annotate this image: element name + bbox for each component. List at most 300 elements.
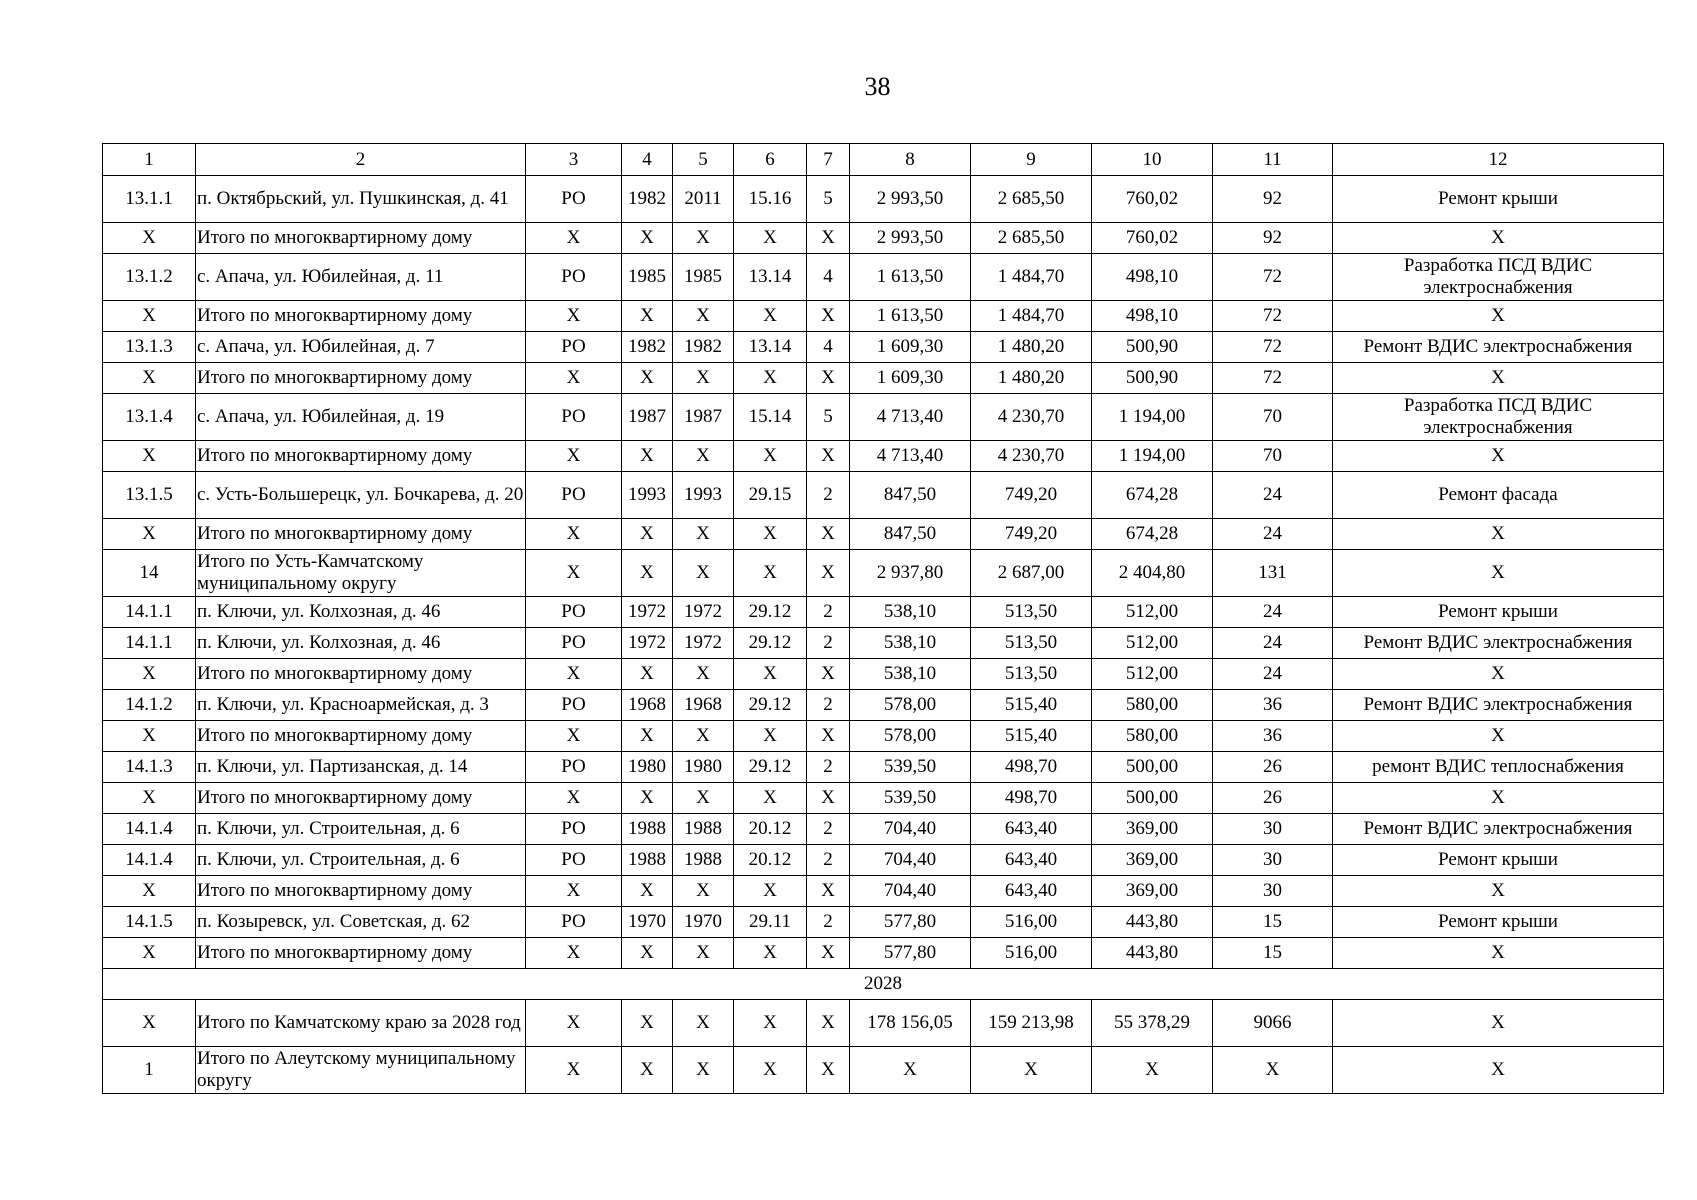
table-cell: Х <box>807 441 850 472</box>
table-cell: 14.1.4 <box>103 814 196 845</box>
table-cell: 577,80 <box>850 907 971 938</box>
table-cell: 15 <box>1213 907 1333 938</box>
table-cell: 13.1.1 <box>103 176 196 223</box>
table-row <box>103 550 1664 597</box>
table-cell: Разработка ПСД ВДИС электроснабжения <box>1333 254 1664 301</box>
table-cell: 20.12 <box>734 814 807 845</box>
table-cell: 539,50 <box>850 752 971 783</box>
table-cell: 4 <box>807 254 850 301</box>
table-cell: 443,80 <box>1092 907 1213 938</box>
table-cell: 1 609,30 <box>850 363 971 394</box>
table-cell: Итого по многоквартирному дому <box>196 783 526 814</box>
table-cell: 2 <box>807 814 850 845</box>
table-cell: п. Ключи, ул. Колхозная, д. 46 <box>196 597 526 628</box>
table-cell: 24 <box>1213 519 1333 550</box>
table-cell: п. Ключи, ул. Колхозная, д. 46 <box>196 628 526 659</box>
table-cell: Х <box>526 876 622 907</box>
table-cell: с. Апача, ул. Юбилейная, д. 19 <box>196 394 526 441</box>
table-cell: РО <box>526 597 622 628</box>
table-cell: 5 <box>807 394 850 441</box>
table-cell: Х <box>1333 223 1664 254</box>
table-cell: 24 <box>1213 472 1333 519</box>
table-cell: Х <box>673 519 734 550</box>
table-cell: Х <box>734 363 807 394</box>
table-cell: 13.1.3 <box>103 332 196 363</box>
table-cell: 498,70 <box>971 752 1092 783</box>
table-cell: 577,80 <box>850 938 971 969</box>
table-cell: 72 <box>1213 363 1333 394</box>
table-cell: Итого по многоквартирному дому <box>196 519 526 550</box>
table-cell: Х <box>673 550 734 597</box>
table-cell: 516,00 <box>971 907 1092 938</box>
table-cell: Х <box>971 1047 1092 1094</box>
table-cell: 513,50 <box>971 659 1092 690</box>
table-cell: РО <box>526 254 622 301</box>
table-cell: Х <box>526 301 622 332</box>
table-cell: Итого по многоквартирному дому <box>196 223 526 254</box>
table-cell: 2 <box>807 472 850 519</box>
table-cell: 131 <box>1213 550 1333 597</box>
table-cell: 13.1.4 <box>103 394 196 441</box>
table-cell: 580,00 <box>1092 690 1213 721</box>
table-cell: Х <box>734 1000 807 1047</box>
table-cell: 13.14 <box>734 332 807 363</box>
table-cell: 2 685,50 <box>971 176 1092 223</box>
table-cell: с. Усть-Большерецк, ул. Бочкарева, д. 20 <box>196 472 526 519</box>
table-cell: Ремонт крыши <box>1333 176 1664 223</box>
column-number-cell: 12 <box>1333 144 1664 176</box>
table-cell: Х <box>622 938 673 969</box>
table-cell: 14.1.1 <box>103 628 196 659</box>
table-cell: Итого по Камчатскому краю за 2028 год <box>196 1000 526 1047</box>
table-cell: 92 <box>1213 223 1333 254</box>
table-cell: 515,40 <box>971 690 1092 721</box>
table-cell: Ремонт ВДИС электроснабжения <box>1333 814 1664 845</box>
column-number-cell: 4 <box>622 144 673 176</box>
table-cell: Х <box>850 1047 971 1094</box>
table-cell: 29.12 <box>734 597 807 628</box>
table-cell: 70 <box>1213 441 1333 472</box>
table-cell: Х <box>103 783 196 814</box>
table-row <box>103 176 1664 223</box>
table-cell: 1982 <box>673 332 734 363</box>
table-cell: 4 713,40 <box>850 441 971 472</box>
table-cell: 92 <box>1213 176 1333 223</box>
table-cell: 30 <box>1213 876 1333 907</box>
table-cell: 539,50 <box>850 783 971 814</box>
table-cell: 2 404,80 <box>1092 550 1213 597</box>
table-cell: 443,80 <box>1092 938 1213 969</box>
table-cell: Х <box>1333 938 1664 969</box>
table-cell: 1972 <box>622 597 673 628</box>
table-cell: 36 <box>1213 690 1333 721</box>
table-cell: 847,50 <box>850 519 971 550</box>
table-cell: п. Козыревск, ул. Советская, д. 62 <box>196 907 526 938</box>
table-cell: 500,90 <box>1092 363 1213 394</box>
table-cell: 1 <box>103 1047 196 1094</box>
table-cell: п. Ключи, ул. Красноармейская, д. 3 <box>196 690 526 721</box>
table-row <box>103 1047 1664 1094</box>
table-cell: 513,50 <box>971 628 1092 659</box>
table-row <box>103 223 1664 254</box>
table-cell: Х <box>103 223 196 254</box>
table-cell: 2 687,00 <box>971 550 1092 597</box>
table-row <box>103 332 1664 363</box>
table-cell: РО <box>526 814 622 845</box>
table-cell: 72 <box>1213 254 1333 301</box>
table-cell: ремонт ВДИС теплоснабжения <box>1333 752 1664 783</box>
table-cell: Х <box>1333 876 1664 907</box>
table-cell: 15.14 <box>734 394 807 441</box>
table-cell: 1 194,00 <box>1092 441 1213 472</box>
table-cell: Х <box>103 363 196 394</box>
table-cell: 512,00 <box>1092 628 1213 659</box>
table-cell: Х <box>103 301 196 332</box>
table-cell: Ремонт ВДИС электроснабжения <box>1333 628 1664 659</box>
table-cell: Х <box>622 301 673 332</box>
table-cell: РО <box>526 332 622 363</box>
table-cell: 9066 <box>1213 1000 1333 1047</box>
table-cell: 14.1.1 <box>103 597 196 628</box>
table-cell: Х <box>526 659 622 690</box>
table-cell: Х <box>622 659 673 690</box>
table-cell: 1988 <box>622 845 673 876</box>
table-cell: Итого по многоквартирному дому <box>196 301 526 332</box>
table-cell: Х <box>1333 441 1664 472</box>
table-cell: 2 937,80 <box>850 550 971 597</box>
table-row <box>103 938 1664 969</box>
table-cell: Х <box>673 301 734 332</box>
table-cell: 14.1.4 <box>103 845 196 876</box>
table-cell: Х <box>807 938 850 969</box>
table-cell: 538,10 <box>850 597 971 628</box>
table-cell: 1985 <box>622 254 673 301</box>
table-cell: Х <box>734 721 807 752</box>
table-cell: 760,02 <box>1092 176 1213 223</box>
table-cell: Х <box>807 1000 850 1047</box>
table-cell: 4 230,70 <box>971 441 1092 472</box>
table-row <box>103 363 1664 394</box>
table-cell: Х <box>1213 1047 1333 1094</box>
table-cell: Х <box>526 550 622 597</box>
table-cell: Х <box>526 441 622 472</box>
table-cell: РО <box>526 752 622 783</box>
table-cell: 14.1.3 <box>103 752 196 783</box>
column-number-cell: 1 <box>103 144 196 176</box>
table-cell: Х <box>1092 1047 1213 1094</box>
repair-program-table <box>102 143 1664 1094</box>
table-cell: 1972 <box>673 628 734 659</box>
column-number-cell: 10 <box>1092 144 1213 176</box>
table-cell: 1972 <box>673 597 734 628</box>
table-cell: 14.1.5 <box>103 907 196 938</box>
column-number-cell: 6 <box>734 144 807 176</box>
table-cell: 578,00 <box>850 721 971 752</box>
table-cell: 1982 <box>622 332 673 363</box>
table-cell: 24 <box>1213 659 1333 690</box>
table-row <box>103 441 1664 472</box>
table-cell: 578,00 <box>850 690 971 721</box>
table-cell: 369,00 <box>1092 814 1213 845</box>
table-cell: Х <box>622 519 673 550</box>
table-cell: Х <box>734 938 807 969</box>
table-cell: 72 <box>1213 332 1333 363</box>
table-cell: п. Ключи, ул. Строительная, д. 6 <box>196 845 526 876</box>
table-cell: Ремонт ВДИС электроснабжения <box>1333 690 1664 721</box>
table-row <box>103 876 1664 907</box>
table-cell: Итого по Алеутскому муниципальному округу <box>196 1047 526 1094</box>
table-cell: 4 713,40 <box>850 394 971 441</box>
table-cell: Х <box>734 519 807 550</box>
table-cell: РО <box>526 845 622 876</box>
table-cell: 1 613,50 <box>850 254 971 301</box>
table-cell: 500,00 <box>1092 783 1213 814</box>
table-cell: Итого по многоквартирному дому <box>196 659 526 690</box>
table-cell: Х <box>526 721 622 752</box>
table-cell: 1968 <box>622 690 673 721</box>
column-number-cell: 5 <box>673 144 734 176</box>
table-cell: с. Апача, ул. Юбилейная, д. 11 <box>196 254 526 301</box>
table-cell: 2 <box>807 597 850 628</box>
table-cell: 55 378,29 <box>1092 1000 1213 1047</box>
table-cell: 2 <box>807 845 850 876</box>
table-cell: Ремонт крыши <box>1333 845 1664 876</box>
table-cell: Х <box>1333 301 1664 332</box>
table-cell: Ремонт крыши <box>1333 907 1664 938</box>
table-cell: 29.11 <box>734 907 807 938</box>
table-row <box>103 814 1664 845</box>
year-label: 2028 <box>103 969 1664 1000</box>
table-cell: Х <box>734 301 807 332</box>
table-cell: 20.12 <box>734 845 807 876</box>
table-cell: Х <box>807 1047 850 1094</box>
column-number-cell: 9 <box>971 144 1092 176</box>
table-cell: Х <box>1333 721 1664 752</box>
table-cell: Х <box>103 659 196 690</box>
table-cell: 13.1.5 <box>103 472 196 519</box>
table-row <box>103 597 1664 628</box>
table-cell: 1987 <box>622 394 673 441</box>
table-cell: 1988 <box>622 814 673 845</box>
table-cell: 29.12 <box>734 628 807 659</box>
table-cell: Х <box>622 1000 673 1047</box>
table-cell: 1 480,20 <box>971 363 1092 394</box>
table-cell: Итого по Усть-Камчатскому муниципальному округу <box>196 550 526 597</box>
table-cell: 2 685,50 <box>971 223 1092 254</box>
column-number-header-row <box>103 144 1664 176</box>
table-cell: Х <box>622 550 673 597</box>
year-row <box>103 969 1664 1000</box>
table-cell: 26 <box>1213 752 1333 783</box>
table-cell: 538,10 <box>850 628 971 659</box>
table-cell: 2011 <box>673 176 734 223</box>
table-cell: 72 <box>1213 301 1333 332</box>
table-cell: 15.16 <box>734 176 807 223</box>
table-cell: Х <box>734 1047 807 1094</box>
table-cell: 847,50 <box>850 472 971 519</box>
table-cell: 24 <box>1213 628 1333 659</box>
table-cell: 2 <box>807 628 850 659</box>
table-cell: Х <box>807 223 850 254</box>
table-cell: 36 <box>1213 721 1333 752</box>
table-cell: Х <box>622 721 673 752</box>
table-cell: Х <box>673 1047 734 1094</box>
table-cell: РО <box>526 394 622 441</box>
column-number-cell: 7 <box>807 144 850 176</box>
table-cell: 704,40 <box>850 876 971 907</box>
table-cell: 674,28 <box>1092 519 1213 550</box>
column-number-cell: 2 <box>196 144 526 176</box>
table-cell: 26 <box>1213 783 1333 814</box>
table-row <box>103 394 1664 441</box>
table-cell: 498,10 <box>1092 254 1213 301</box>
table-cell: Х <box>526 363 622 394</box>
table-cell: п. Октябрьский, ул. Пушкинская, д. 41 <box>196 176 526 223</box>
table-cell: РО <box>526 176 622 223</box>
table-cell: 2 <box>807 690 850 721</box>
table-row <box>103 1000 1664 1047</box>
table-cell: 2 <box>807 752 850 783</box>
table-cell: Х <box>103 519 196 550</box>
table-cell: 749,20 <box>971 472 1092 519</box>
table-cell: 538,10 <box>850 659 971 690</box>
table-cell: 4 230,70 <box>971 394 1092 441</box>
page-number: 38 <box>864 72 891 101</box>
table-cell: Х <box>673 938 734 969</box>
table-cell: п. Ключи, ул. Строительная, д. 6 <box>196 814 526 845</box>
table-cell: 24 <box>1213 597 1333 628</box>
table-cell: Х <box>526 223 622 254</box>
table-cell: Х <box>1333 363 1664 394</box>
table-cell: Х <box>103 1000 196 1047</box>
table-cell: РО <box>526 690 622 721</box>
table-cell: Итого по многоквартирному дому <box>196 938 526 969</box>
table-cell: Х <box>526 1000 622 1047</box>
table-row <box>103 845 1664 876</box>
table-cell: 1993 <box>622 472 673 519</box>
table-cell: 1970 <box>673 907 734 938</box>
table-cell: 14.1.2 <box>103 690 196 721</box>
table-cell: 29.15 <box>734 472 807 519</box>
table-row <box>103 519 1664 550</box>
table-cell: 1968 <box>673 690 734 721</box>
table-cell: Х <box>734 659 807 690</box>
table-cell: 1 480,20 <box>971 332 1092 363</box>
table-cell: Х <box>807 301 850 332</box>
table-row <box>103 301 1664 332</box>
table-cell: с. Апача, ул. Юбилейная, д. 7 <box>196 332 526 363</box>
table-cell: 369,00 <box>1092 845 1213 876</box>
table-cell: 369,00 <box>1092 876 1213 907</box>
table-cell: Х <box>103 938 196 969</box>
table-cell: Х <box>1333 519 1664 550</box>
table-cell: 760,02 <box>1092 223 1213 254</box>
table-cell: 1985 <box>673 254 734 301</box>
table-cell: Итого по многоквартирному дому <box>196 363 526 394</box>
table-cell: 1972 <box>622 628 673 659</box>
table-cell: 516,00 <box>971 938 1092 969</box>
table-cell: Х <box>734 550 807 597</box>
table-cell: Разработка ПСД ВДИС электроснабжения <box>1333 394 1664 441</box>
table-cell: 1970 <box>622 907 673 938</box>
table-cell: 13.14 <box>734 254 807 301</box>
table-cell: Х <box>622 1047 673 1094</box>
table-cell: 749,20 <box>971 519 1092 550</box>
table-cell: 159 213,98 <box>971 1000 1092 1047</box>
table-cell: Х <box>1333 550 1664 597</box>
table-cell: Х <box>807 783 850 814</box>
table-cell: Х <box>526 783 622 814</box>
table-cell: 14 <box>103 550 196 597</box>
table-cell: РО <box>526 472 622 519</box>
table-cell: 29.12 <box>734 752 807 783</box>
table-cell: Х <box>1333 659 1664 690</box>
table-cell: Х <box>622 223 673 254</box>
table-cell: 1980 <box>673 752 734 783</box>
table-cell: Х <box>622 441 673 472</box>
table-cell: 1988 <box>673 845 734 876</box>
column-number-cell: 3 <box>526 144 622 176</box>
table-cell: Х <box>526 1047 622 1094</box>
table-cell: 29.12 <box>734 690 807 721</box>
table-cell: Х <box>673 783 734 814</box>
table-cell: Х <box>103 721 196 752</box>
table-cell: Ремонт ВДИС электроснабжения <box>1333 332 1664 363</box>
table-cell: Х <box>807 363 850 394</box>
table-cell: 500,00 <box>1092 752 1213 783</box>
table-row <box>103 659 1664 690</box>
table-cell: 704,40 <box>850 845 971 876</box>
table-cell: 643,40 <box>971 876 1092 907</box>
table-cell: 513,50 <box>971 597 1092 628</box>
table-cell: 70 <box>1213 394 1333 441</box>
table-cell: РО <box>526 907 622 938</box>
table-cell: Х <box>807 721 850 752</box>
table-cell: 1987 <box>673 394 734 441</box>
table-cell: 30 <box>1213 845 1333 876</box>
table-cell: Х <box>734 441 807 472</box>
table-cell: Х <box>807 659 850 690</box>
table-cell: Итого по многоквартирному дому <box>196 441 526 472</box>
column-number-cell: 8 <box>850 144 971 176</box>
table-cell: Х <box>807 550 850 597</box>
table-cell: 1 484,70 <box>971 254 1092 301</box>
table-cell: 178 156,05 <box>850 1000 971 1047</box>
table-cell: 515,40 <box>971 721 1092 752</box>
table-cell: Х <box>734 783 807 814</box>
table-cell: Х <box>622 783 673 814</box>
table-cell: РО <box>526 628 622 659</box>
table-row <box>103 690 1664 721</box>
table-cell: Х <box>1333 783 1664 814</box>
table-row <box>103 783 1664 814</box>
table-cell: 1 484,70 <box>971 301 1092 332</box>
table-cell: 2 <box>807 907 850 938</box>
table-cell: 643,40 <box>971 814 1092 845</box>
table-cell: 1988 <box>673 814 734 845</box>
table-cell: Х <box>526 519 622 550</box>
table-cell: 498,70 <box>971 783 1092 814</box>
table-cell: Х <box>1333 1047 1664 1094</box>
table-cell: Х <box>734 876 807 907</box>
table-cell: 1 194,00 <box>1092 394 1213 441</box>
table-cell: Х <box>734 223 807 254</box>
table-cell: 1980 <box>622 752 673 783</box>
table-cell: 580,00 <box>1092 721 1213 752</box>
table-cell: Х <box>673 223 734 254</box>
table-cell: 1 613,50 <box>850 301 971 332</box>
table-cell: 4 <box>807 332 850 363</box>
